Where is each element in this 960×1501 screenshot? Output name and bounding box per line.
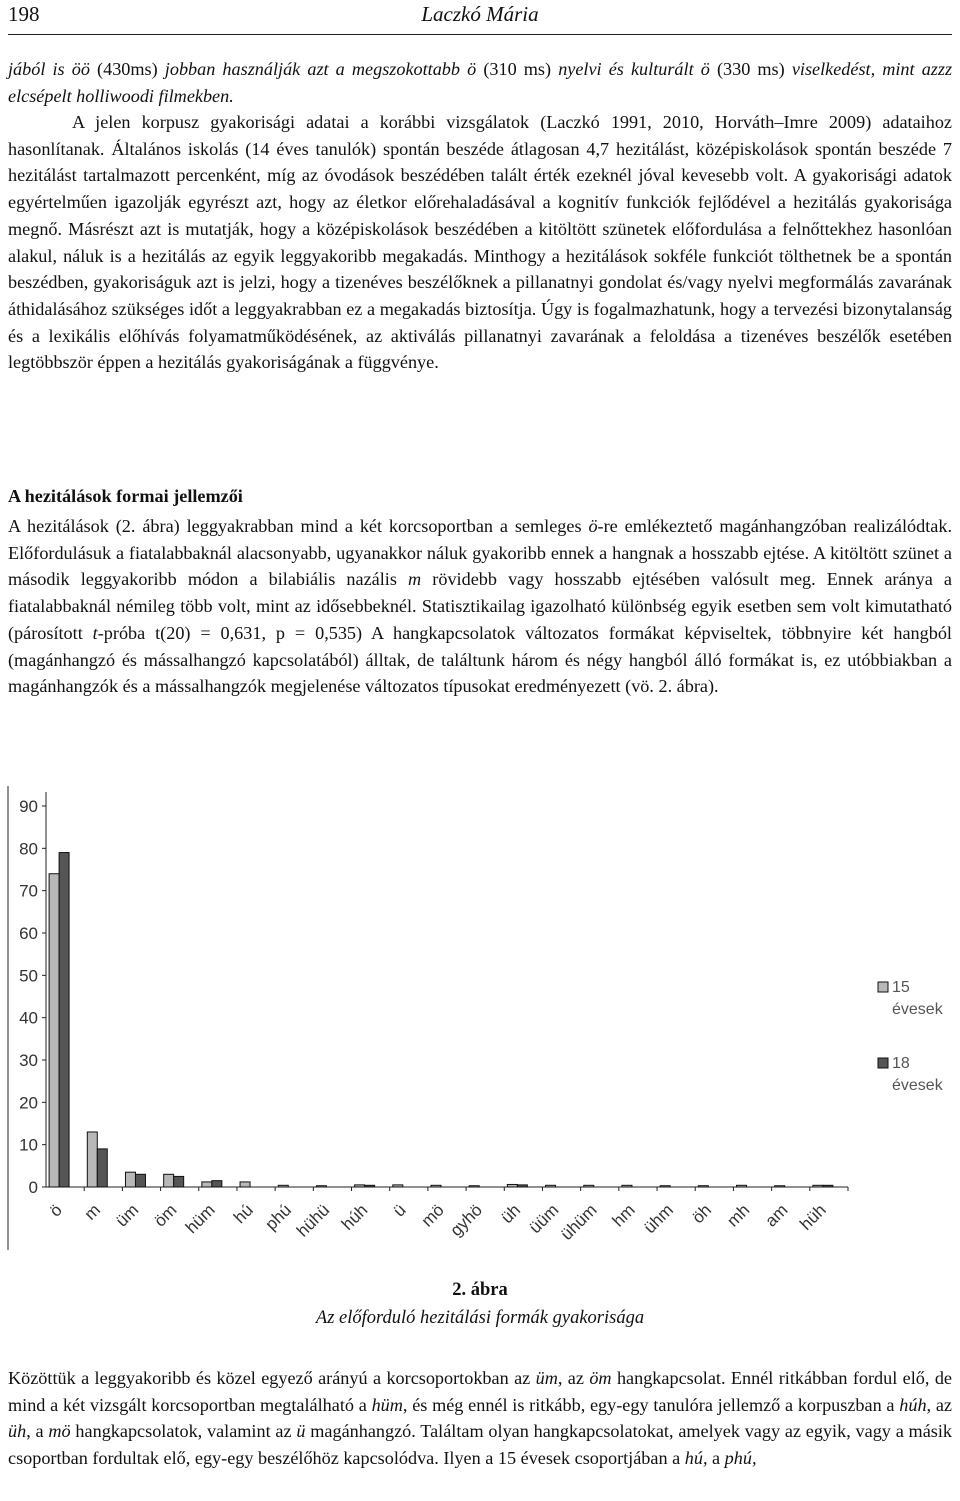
text-run: , és még ennél is ritkább, egy-egy tanulóra jellemző a korpuszban a	[402, 1394, 900, 1415]
y-tick-label: 90	[19, 797, 38, 816]
text-run: (330 ms)	[709, 59, 792, 79]
x-tick-label: gyhö	[446, 1200, 487, 1240]
bar	[240, 1182, 250, 1187]
x-tick-label: hüm	[181, 1200, 219, 1238]
text-run: , a	[26, 1421, 49, 1442]
text-run: m	[408, 569, 422, 590]
text-run: A hezitálások (2. ábra) leggyakrabban mind a két korcsoportban a semleges	[8, 516, 589, 536]
x-tick-label: ü	[389, 1200, 410, 1221]
bar-chart	[0, 772, 960, 1262]
paragraph-2: A jelen korpusz gyakorisági adatai a korábbi vizsgálatok (Laczkó 1991, 2010, Horváth–Imre 2009) adataihoz hasonlítanak. Általános iskolás (14 éves tanulók) spontán beszéde átlagosan 4,7 hezitálást, középiskolások spontán beszéde 7 hezitálást tartalmazott percenként, míg az óvodások beszédében talált érték ezeknél jóval kevesebb volt. A gyakorisági adatok egyértelműen igazolják egyrészt azt, hogy az életkor előrehaladásával a kognitív funkciók fejlődével a hezitálás gyakorisága megnő. Másrészt azt is mutatják, hogy a középiskolások beszédében a kitöltött szünetek előfordulása a felnőttekhez hasonlóan alakul, náluk is a hezitálás az egyik leggyakoribb megakadás. Minthogy a hezitálások sokféle funkciót tölthetnek be a spontán beszédben, gyakoriságuk azt is jelzi, hogy a tizenéves beszélőknek a pillanatnyi gondolat és/vagy nyelvi megformálás zavarának áthidalásához szükséges időt a leggyakrabban ez a megakadás biztosítja. Úgy is fogalmazhatunk, hogy a tervezési bizonytalanság és a lexikális előhívás folyamatműködésének, az aktiválás pillanatnyi zavarának a feloldása a tizenéves beszélők esetében legtöbbször éppen a hezitálás gyakoriságának a függvénye.	[8, 112, 952, 373]
text-run: phú,	[724, 1448, 757, 1469]
x-tick-label: mö	[417, 1200, 448, 1231]
x-tick-label: ühm	[640, 1200, 677, 1238]
text-run: -re emlékeztető magánhangzóban realizálódtak. Előfordulásuk a fiatalabbaknál alacsonyabb, ugyanakkor náluk gyakoribb ennek a hangnak a hosszabb ejtése. A kitöltött szünet a második leggyakoribb módon a bilabiális nazális	[8, 516, 952, 590]
x-tick-label: üm	[112, 1200, 143, 1231]
legend-label: évesek	[892, 1077, 943, 1094]
legend-swatch	[878, 1058, 888, 1068]
text-run: mö	[48, 1421, 71, 1442]
y-tick-label: 60	[19, 924, 38, 943]
text-run: t	[92, 622, 98, 643]
text-run: üh	[8, 1421, 27, 1442]
bar	[87, 1132, 97, 1187]
x-tick-label: m	[80, 1200, 105, 1224]
text-run: a	[707, 1448, 725, 1469]
bar	[355, 1185, 365, 1187]
bar	[823, 1185, 833, 1187]
bar	[546, 1185, 556, 1187]
x-tick-label: húh	[337, 1200, 372, 1234]
text-run: öm	[589, 1368, 612, 1388]
bar	[212, 1181, 222, 1187]
text-run: (310 ms)	[476, 59, 559, 79]
text-run: az	[931, 1394, 952, 1415]
x-tick-label: hm	[608, 1200, 639, 1231]
bar	[125, 1172, 135, 1187]
y-tick-label: 20	[19, 1093, 38, 1113]
x-tick-label: öh	[688, 1200, 716, 1228]
bar	[737, 1185, 747, 1187]
legend-swatch	[878, 982, 888, 992]
x-tick-label: am	[761, 1200, 792, 1231]
text-run: magánhangzó. Találtam olyan hangkapcsolatokat, amelyek vagy az egyik, vagy a másik csoportban fordultak elő, egy-egy beszélőhöz kapcsolódva. Ilyen a 15 évesek csoportjában a	[8, 1421, 953, 1469]
x-tick-label: ö	[45, 1200, 66, 1221]
paragraph-1	[8, 56, 952, 109]
x-tick-label: hühü	[293, 1200, 334, 1241]
bar	[164, 1174, 174, 1187]
bar	[469, 1186, 479, 1187]
bar	[49, 874, 59, 1187]
y-tick-label: 50	[19, 966, 38, 986]
bar	[365, 1185, 375, 1187]
bar	[775, 1186, 785, 1187]
x-tick-label: öm	[150, 1200, 181, 1231]
legend-label: 15	[892, 979, 910, 996]
bar	[135, 1174, 145, 1187]
paragraph-4	[8, 1365, 952, 1472]
figure-label: 2. ábra	[452, 1280, 508, 1300]
text-run: ü	[296, 1421, 306, 1442]
text-run: nyelvi és kulturált ö	[558, 59, 710, 79]
y-tick-label: 10	[19, 1135, 38, 1155]
x-tick-label: ühüm	[557, 1200, 601, 1244]
x-tick-label: hüh	[796, 1200, 830, 1234]
x-tick-label: üh	[497, 1200, 525, 1228]
bar	[813, 1185, 823, 1187]
bar	[202, 1182, 212, 1187]
bar	[431, 1185, 441, 1187]
y-tick-label: 0	[28, 1178, 38, 1197]
text-run: , az	[557, 1368, 590, 1388]
bar	[517, 1185, 527, 1187]
page-number: 198	[8, 2, 40, 26]
y-tick-label: 40	[19, 1008, 38, 1028]
bar	[174, 1176, 184, 1187]
text-run: (430ms)	[89, 59, 165, 79]
page-header	[8, 0, 952, 35]
text-run: húh,	[899, 1394, 932, 1415]
text-run: jobban használják azt a megszokottabb ö	[164, 59, 477, 79]
bar	[660, 1186, 670, 1187]
legend-label: évesek	[892, 1001, 943, 1018]
figure-caption: Az előforduló hezitálási formák gyakorisága	[315, 1308, 645, 1328]
x-tick-label: hú	[230, 1200, 257, 1228]
bar	[622, 1185, 632, 1187]
text-run: ö	[588, 516, 598, 536]
y-tick-label: 70	[19, 881, 38, 901]
text-run: -próba t(20) = 0,631, p = 0,535) A hangkapcsolatok változatos formákat képviseltek, többnyire két hangból (magánhangzó és mássalhangzó kapcsolatából) álltak, de találtunk három és négy hangból álló formákat is, ez utóbbiakban a magánhangzók és a mássalhangzók megjelenése változatos típusokat eredményezett (vö. 2. ábra).	[8, 622, 952, 697]
text-run: hú,	[684, 1448, 708, 1469]
bar	[393, 1185, 403, 1187]
text-run: hangkapcsolatok, valamint az	[70, 1421, 297, 1442]
text-run: rövidebb vagy hosszabb ejtésében valósult meg. Ennek aránya a fiatalabbaknál némileg több volt, mint az idősebbeknél. Statisztikailag igazolható különbség egyik esetben sem volt kimutatható (párosított	[8, 569, 952, 643]
x-tick-label: phú	[261, 1200, 296, 1234]
y-tick-label: 30	[19, 1051, 38, 1070]
bar	[97, 1149, 107, 1187]
bar	[584, 1185, 594, 1187]
text-run: viselkedést, mint azzz elcsépelt holliwoodi filmekben.	[8, 59, 953, 106]
figure-chart	[0, 772, 960, 1262]
x-tick-label: üüm	[525, 1200, 563, 1238]
bar	[316, 1186, 326, 1187]
section-heading: A hezitálások formai jellemzői	[8, 486, 243, 506]
running-head: Laczkó Mária	[421, 2, 539, 26]
text-run: jából is öö	[8, 59, 90, 79]
text-run: üm	[535, 1368, 558, 1388]
bar	[507, 1184, 517, 1187]
y-tick-label: 80	[19, 839, 38, 859]
paragraph-3	[8, 513, 952, 700]
legend-label: 18	[892, 1055, 910, 1072]
text-run: hangkapcsolat. Ennél ritkábban fordul elő, de mind a két vizsgált korcsoportban megtalálható a	[8, 1368, 952, 1415]
bar	[59, 853, 69, 1187]
text-run: hüm	[371, 1394, 403, 1415]
bar	[698, 1186, 708, 1187]
x-tick-label: mh	[723, 1200, 754, 1231]
text-run: Közöttük a leggyakoribb és közel egyező arányú a korcsoportokban az	[8, 1368, 536, 1388]
bar	[278, 1185, 288, 1187]
